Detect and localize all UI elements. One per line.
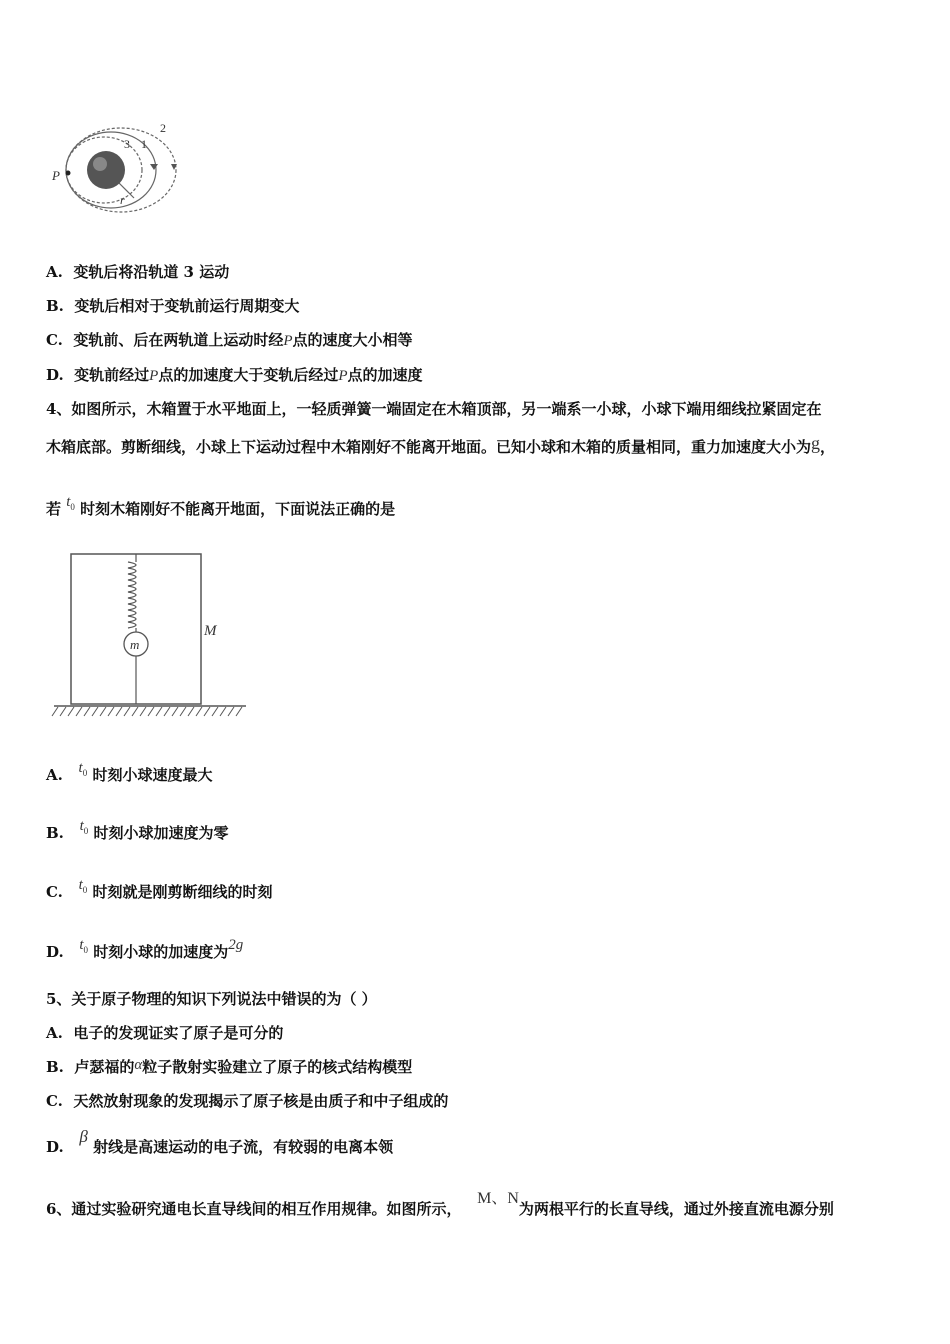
option-letter: B. — [46, 297, 64, 315]
symbol-beta: β — [79, 1127, 88, 1146]
symbol-p: P — [149, 368, 159, 384]
stem-text: 木箱底部。剪断细线，小球上下运动过程中木箱刚好不能离开地面。已知小球和木箱的质量相同，重力加速度大小为 — [46, 438, 812, 456]
symbol-t0: $t_0$ — [79, 937, 89, 955]
orbit-diagram — [46, 118, 186, 218]
stem-text: 若 — [46, 500, 62, 518]
stem-text-2: 时刻木箱刚好不能离开地面，下面说法正确的是 — [80, 500, 396, 518]
q5-option-c — [46, 1090, 448, 1111]
option-letter: D. — [46, 943, 64, 961]
symbol-g: g — [811, 433, 821, 453]
q5-option-d — [46, 1127, 394, 1157]
option-text: 时刻小球的加速度为 — [93, 943, 229, 961]
q6-stem — [46, 1190, 834, 1219]
symbol-t0: $t_0$ — [66, 494, 75, 512]
option-letter: C. — [46, 331, 63, 349]
q4-option-d — [46, 937, 244, 963]
q5-option-b — [46, 1056, 412, 1077]
q4-option-b — [46, 818, 229, 844]
option-text: 变轨后相对于变轨前运行周期变大 — [74, 297, 300, 315]
point-p — [66, 171, 71, 176]
option-letter: B. — [46, 1058, 64, 1076]
arrow-right — [150, 164, 158, 170]
option-letter: A. — [46, 766, 63, 784]
label-1: 1 — [141, 137, 147, 151]
ground-hatch — [52, 707, 242, 716]
option-text: 时刻小球加速度为零 — [93, 824, 229, 842]
option-text: 变轨前、后在两轨道上运动时经 — [73, 331, 284, 349]
earth-highlight — [93, 157, 107, 171]
q3-option-a — [46, 261, 229, 282]
earth — [87, 151, 125, 189]
option-letter: C. — [46, 1092, 63, 1110]
option-letter: B. — [46, 824, 64, 842]
label-m: m — [130, 637, 140, 652]
stem-text: 6、通过实验研究通电长直导线间的相互作用规律。如图所示， — [46, 1200, 462, 1218]
symbol-t0: $t_0$ — [79, 818, 89, 836]
option-text: 时刻就是刚剪断细线的时刻 — [92, 883, 273, 901]
q5-option-a — [46, 1022, 283, 1043]
option-letter: A. — [46, 1024, 63, 1042]
option-text: 时刻小球速度最大 — [92, 766, 213, 784]
spring-box-diagram — [50, 550, 250, 722]
option-text: 卢瑟福的 — [74, 1058, 135, 1076]
label-M: M — [204, 623, 217, 639]
label-2: 2 — [160, 121, 166, 135]
option-letter: D. — [46, 366, 64, 384]
symbol-p: P — [338, 368, 348, 384]
symbol-p: P — [283, 333, 293, 349]
q4-stem-line-3 — [46, 494, 396, 520]
option-letter: A. — [46, 263, 63, 281]
option-letter: D. — [46, 1138, 64, 1156]
label-r: r — [120, 193, 125, 207]
option-text: 天然放射现象的发现揭示了原子核是由质子和中子组成的 — [73, 1092, 449, 1110]
option-text-3: 点的加速度 — [347, 366, 423, 384]
option-text: 变轨后将沿轨道 3 运动 — [73, 263, 230, 281]
q4-stem-line-2 — [46, 433, 836, 457]
label-p: P — [52, 168, 60, 183]
symbol-t0: $t_0$ — [78, 760, 88, 778]
option-letter: C. — [46, 883, 63, 901]
value-2g: 2g — [228, 937, 244, 953]
stem-text-2: 为两根平行的长直导线，通过外接直流电源分别 — [518, 1200, 834, 1218]
option-text: 变轨前经过 — [74, 366, 150, 384]
label-3: 3 — [124, 137, 130, 151]
option-text-2: 点的速度大小相等 — [292, 331, 413, 349]
q3-option-d — [46, 364, 423, 385]
q4-option-c — [46, 877, 273, 903]
q3-option-b — [46, 295, 299, 316]
symbol-t0: $t_0$ — [78, 877, 88, 895]
symbol-alpha: α — [134, 1057, 143, 1073]
q5-stem: 5、关于原子物理的知识下列说法中错误的为（ ） — [46, 990, 377, 1008]
option-text-2: 点的加速度大于变轨后经过 — [158, 366, 339, 384]
spring — [128, 554, 136, 632]
q4-option-a — [46, 760, 213, 786]
option-text: 射线是高速运动的电子流，有较弱的电离本领 — [93, 1138, 394, 1156]
q4-stem-line-1: 4、如图所示，木箱置于水平地面上，一轻质弹簧一端固定在木箱顶部，另一端系一小球，小球下端用细线拉紧固定在 — [46, 400, 822, 418]
option-text-2: 粒子散射实验建立了原子的核式结构模型 — [142, 1058, 413, 1076]
stem-comma: ， — [820, 438, 836, 456]
q3-option-c — [46, 329, 413, 350]
option-text: 电子的发现证实了原子是可分的 — [73, 1024, 284, 1042]
symbol-mn: M、N — [477, 1190, 519, 1207]
